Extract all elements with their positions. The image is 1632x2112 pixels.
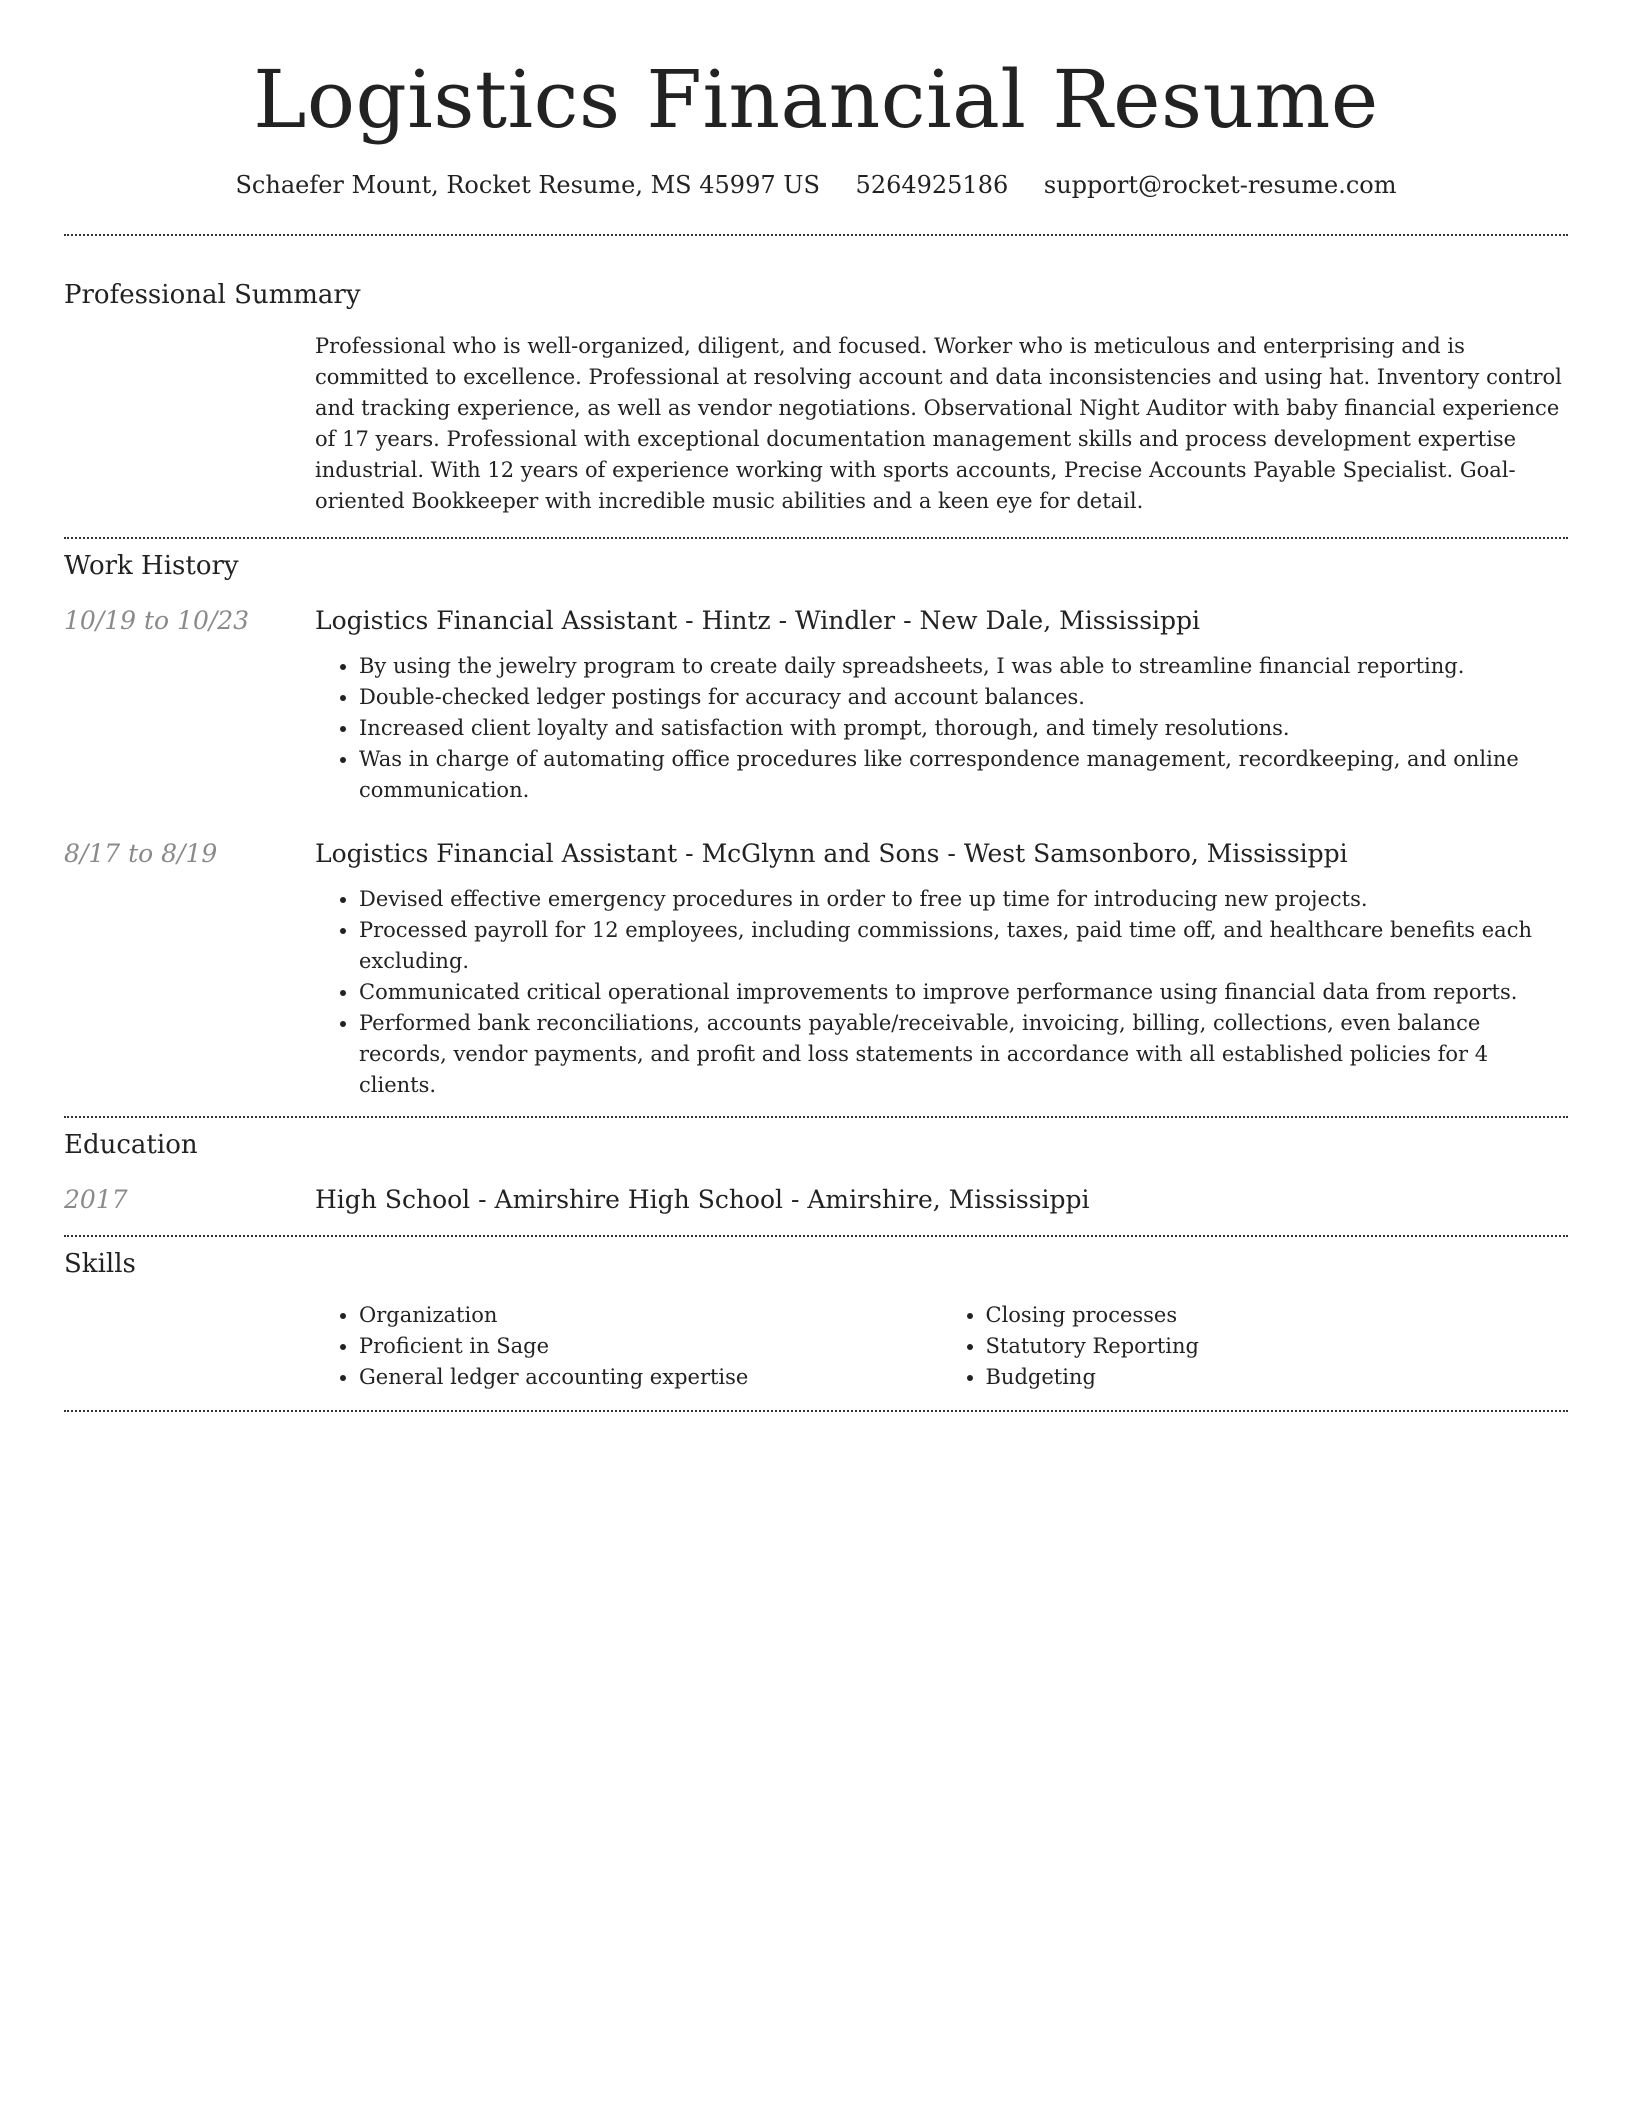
divider [64, 1410, 1568, 1412]
section-title-summary: Professional Summary [64, 280, 361, 310]
resume-title: Logistics Financial Resume [253, 53, 1379, 146]
contact-email: support@rocket-resume.com [1043, 171, 1397, 199]
skills-column-right [942, 1300, 1569, 1393]
skill-item: • Proficient in Sage [359, 1331, 942, 1362]
job-bullets [315, 884, 1568, 1101]
job-bullet: • Was in charge of automating office procedures like correspondence management, recordkeeping, and online communication. [359, 744, 1568, 806]
summary-text: Professional who is well-organized, diligent, and focused. Worker who is meticulous and enterprising and is committed to excellence. Professional at resolving account and data inconsistencies and using hat. Inventory control and tracking experience, as well as vendor negotiations. Observational Night Auditor with baby financial experience of 17 years. Professional with exceptional documentation management skills and process development expertise industrial. With 12 years of experience working with sports accounts, Precise Accounts Payable Specialist. Goal-oriented Bookkeeper with incredible music abilities and a keen eye for detail. [315, 334, 1562, 513]
job-entry [64, 604, 1568, 806]
job-dates: 10/19 to 10/23 [64, 606, 250, 635]
skills-list [315, 1300, 1568, 1393]
job-bullet: • Increased client loyalty and satisfaction with prompt, thorough, and timely resolutions. [359, 713, 1568, 744]
job-dates: 8/17 to 8/19 [64, 839, 218, 868]
divider [64, 1235, 1568, 1237]
skills-column-left [315, 1300, 942, 1393]
divider [64, 1116, 1568, 1118]
skill-item: • Budgeting [986, 1362, 1569, 1393]
skill-item: • Closing processes [986, 1300, 1569, 1331]
section-title-work: Work History [64, 551, 239, 581]
job-bullet: • Devised effective emergency procedures in order to free up time for introducing new projects. [359, 884, 1568, 915]
job-entry [64, 837, 1568, 1101]
contact-line [64, 168, 1568, 202]
skill-item: • Statutory Reporting [986, 1331, 1569, 1362]
job-bullet: • Performed bank reconciliations, accounts payable/receivable, invoicing, billing, collections, even balance records, vendor payments, and profit and loss statements in accordance with all established policies for 4 clients. [359, 1008, 1568, 1101]
skill-item: • Organization [359, 1300, 942, 1331]
resume-page [64, 0, 1568, 1412]
section-title-skills: Skills [64, 1249, 136, 1279]
divider [64, 234, 1568, 236]
education-entry [64, 1183, 1568, 1217]
job-bullet: • By using the jewelry program to create daily spreadsheets, I was able to streamline financial reporting. [359, 651, 1568, 682]
divider [64, 537, 1568, 539]
skill-item: • General ledger accounting expertise [359, 1362, 942, 1393]
contact-address: Schaefer Mount, Rocket Resume, MS 45997 US [235, 171, 820, 199]
education-heading: High School - Amirshire High School - Amirshire, Mississippi [315, 1185, 1090, 1214]
education-year: 2017 [64, 1185, 128, 1214]
contact-phone: 5264925186 [855, 171, 1009, 199]
job-bullet: • Processed payroll for 12 employees, including commissions, taxes, paid time off, and healthcare benefits each excluding. [359, 915, 1568, 977]
job-bullet: • Communicated critical operational improvements to improve performance using financial data from reports. [359, 977, 1568, 1008]
job-heading: Logistics Financial Assistant - McGlynn and Sons - West Samsonboro, Mississippi [315, 839, 1348, 868]
job-bullets [315, 651, 1568, 806]
section-title-education: Education [64, 1130, 198, 1160]
job-heading: Logistics Financial Assistant - Hintz - Windler - New Dale, Mississippi [315, 606, 1201, 635]
job-bullet: • Double-checked ledger postings for accuracy and account balances. [359, 682, 1568, 713]
